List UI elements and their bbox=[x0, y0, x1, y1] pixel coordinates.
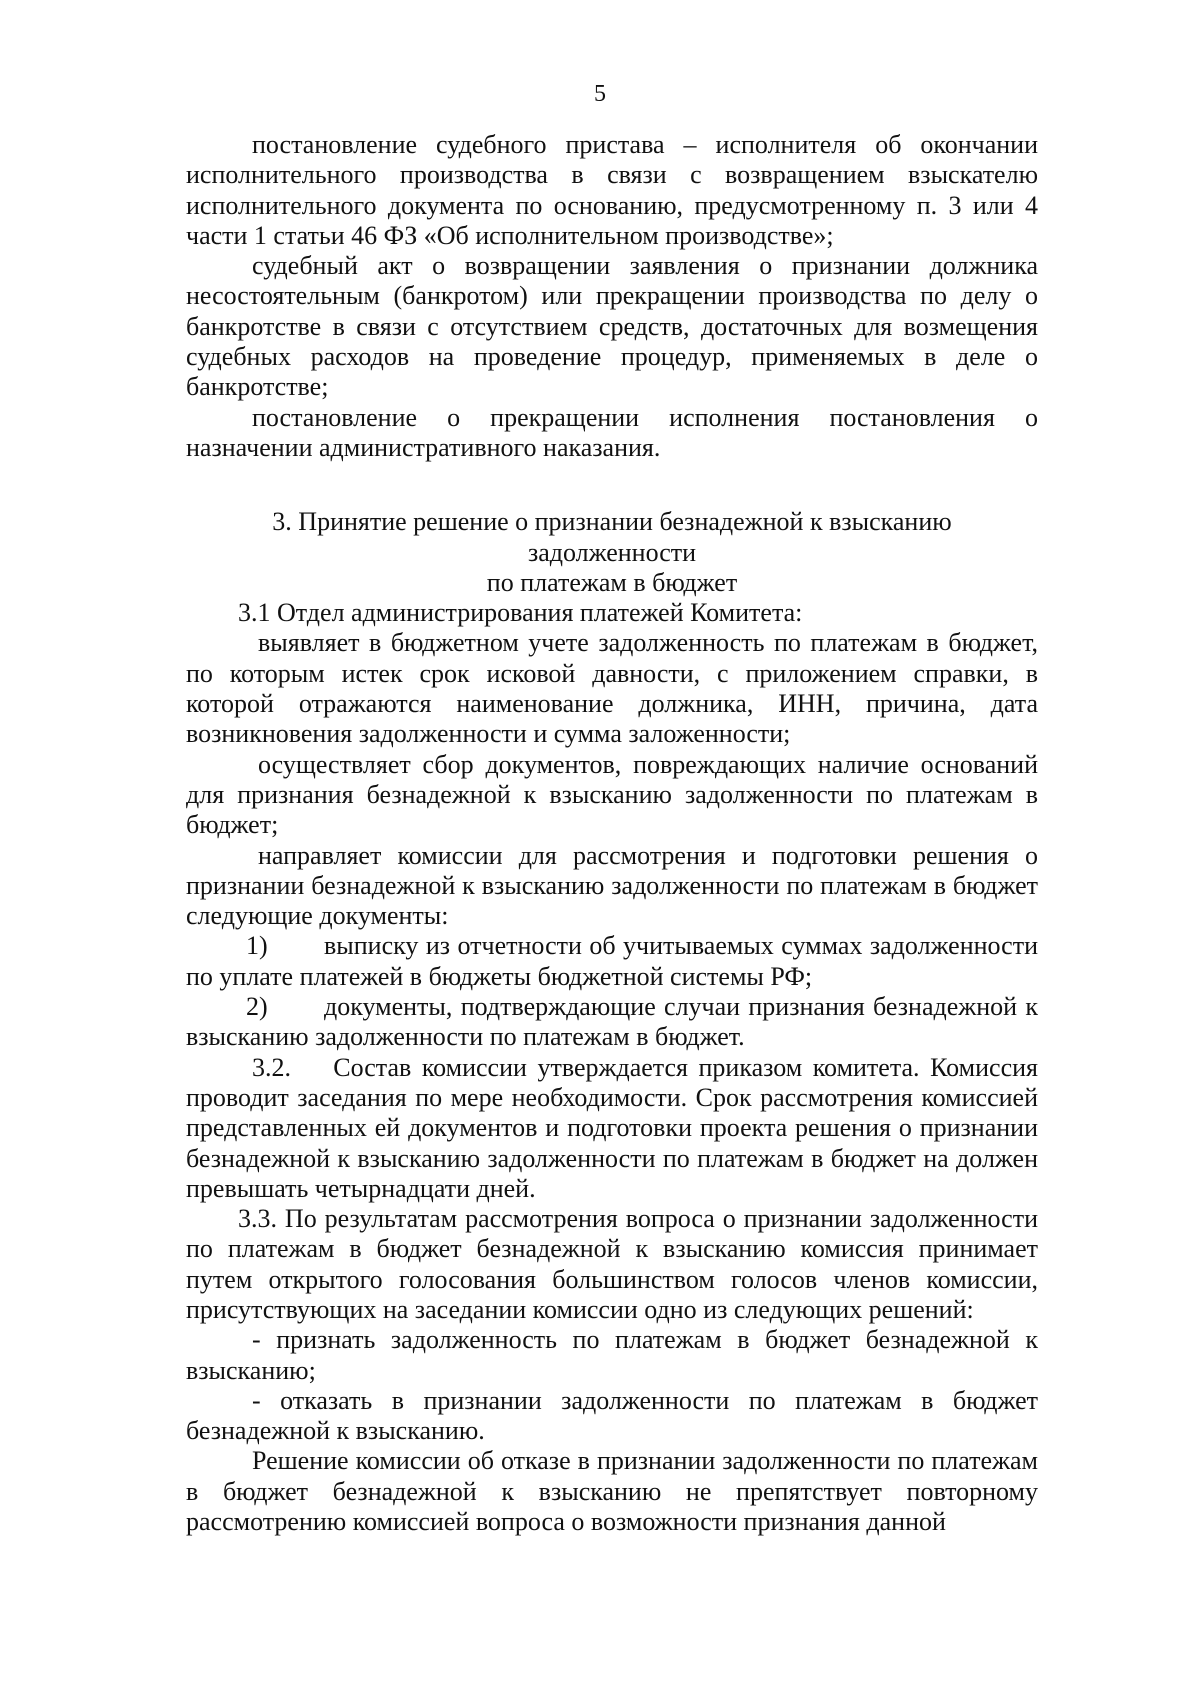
numbered-item-2-number: 2) bbox=[246, 992, 268, 1022]
numbered-item-2-text: документы, подтверждающие случаи признания безнадежной к взысканию задолженности по платежам в бюджет. bbox=[186, 992, 1038, 1052]
paragraph-3-3: 3.3. По результатам рассмотрения вопроса о признании задолженности по платежам в бюджет безнадежной к взысканию комиссия принимает путем открытого голосования большинством голосов членов комиссии, присутствующих на заседании комиссии одно из следующих решений: bbox=[186, 1204, 1038, 1324]
numbered-item-1-number: 1) bbox=[246, 931, 268, 961]
numbered-item-1-text: выписку из отчетности об учитываемых суммах задолженности по уплате платежей в бюджеты бюджетной системы РФ; bbox=[186, 931, 1038, 991]
page-number: 5 bbox=[594, 81, 606, 107]
paragraph-3-2: 3.2. Состав комиссии утверждается приказом комитета. Комиссия проводит заседания по мере необходимости. Срок рассмотрения комиссией представленных ей документов и подготовки проекта решения о признании безнадежной к взысканию задолженности по платежам в бюджет на должен превышать четырнадцати дней. bbox=[186, 1052, 1045, 1203]
paragraph-final: Решение комиссии об отказе в признании задолженности по платежам в бюджет безнадежной к взысканию не препятствует повторному рассмотрению комиссией вопроса о возможности признания данной bbox=[186, 1446, 1038, 1537]
paragraph-court-act: судебный акт о возвращении заявления о признании должника несостоятельным (банкротом) или прекращении производства по делу о банкротстве в связи с отсутствием средств, достаточных для возмещения судебных расходов на проведение процедур, применяемых в деле о банкротстве; bbox=[186, 251, 1038, 402]
document-body bbox=[186, 130, 1045, 1537]
subsection-3-1-heading: 3.1 Отдел администрирования платежей Комитета: bbox=[238, 598, 803, 628]
numbered-item-1 bbox=[186, 931, 1038, 992]
numbered-item-2 bbox=[186, 992, 1038, 1053]
item-identifies-debt: выявляет в бюджетном учете задолженность по платежам в бюджет, по которым истек срок исковой давности, с приложением справки, в которой отражаются наименование должника, ИНН, причина, дата возникновения задолженности и сумма заложенности; bbox=[186, 628, 1038, 749]
item-collects-documents: осуществляет сбор документов, повреждающих наличие оснований для признания безнадежной к взысканию задолженности по платежам в бюджет; bbox=[186, 749, 1038, 840]
section-heading bbox=[186, 507, 1038, 598]
paragraph-resolution-bailiff: постановление судебного пристава – исполнителя об окончании исполнительного производства в связи с возвращением взыскателю исполнительного документа по основанию, предусмотренному п. 3 или 4 части 1 статьи 46 ФЗ «Об исполнительном производстве»; bbox=[186, 130, 1038, 250]
decision-refuse: - отказать в признании задолженности по платежам в бюджет безнадежной к взысканию. bbox=[186, 1385, 1038, 1446]
paragraph-termination-resolution: постановление о прекращении исполнения постановления о назначении административного наказания. bbox=[186, 402, 1038, 462]
section-heading-line1: 3. Принятие решение о признании безнадежной к взысканию задолженности bbox=[272, 507, 952, 567]
section-heading-line2: по платежам в бюджет bbox=[486, 567, 738, 597]
item-sends-to-commission: направляет комиссии для рассмотрения и подготовки решения о признании безнадежной к взысканию задолженности по платежам в бюджет следующие документы: bbox=[186, 840, 1038, 931]
decision-recognize: - признать задолженность по платежам в бюджет безнадежной к взысканию; bbox=[186, 1325, 1038, 1385]
